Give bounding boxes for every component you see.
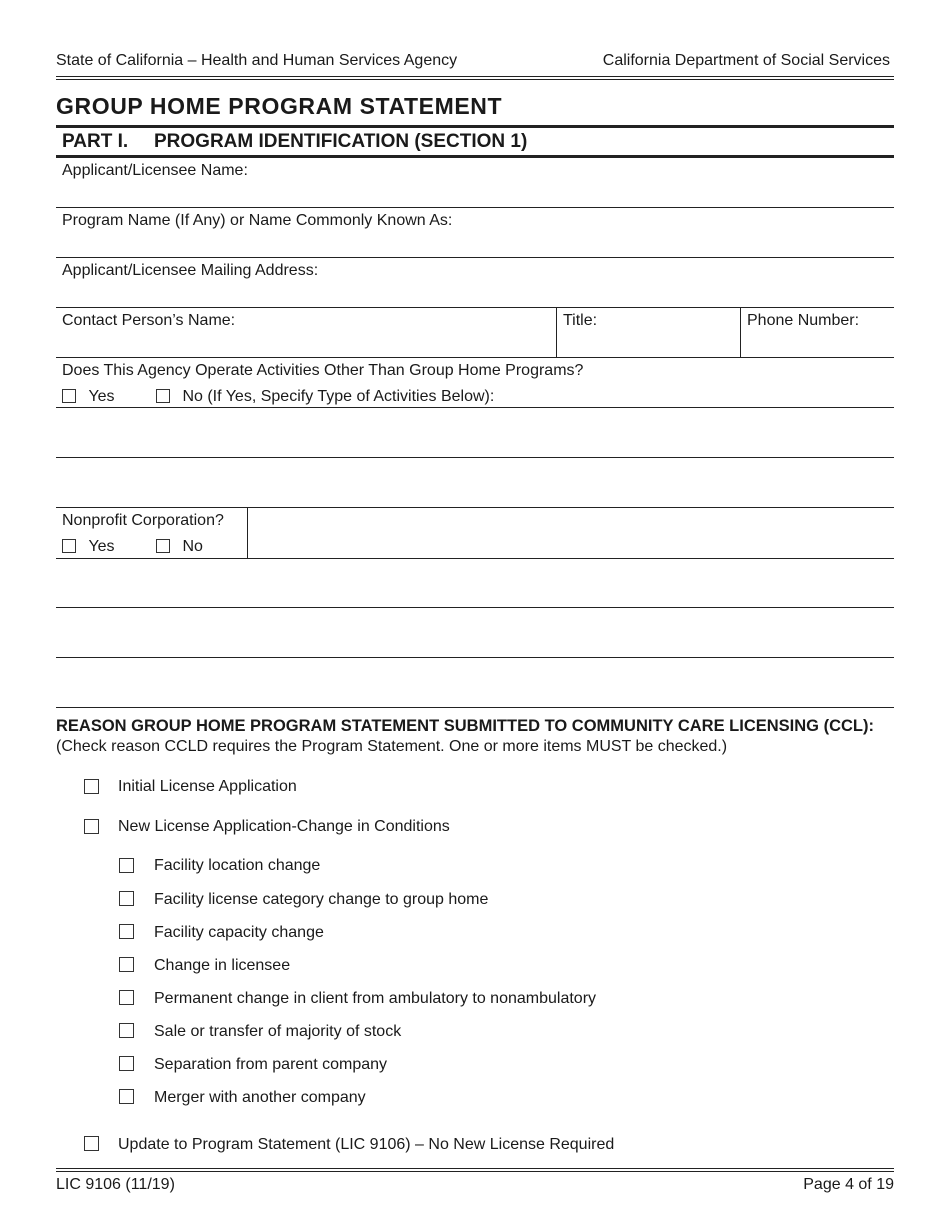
- field-rule: [56, 707, 894, 708]
- change-in-conditions-checkbox[interactable]: [84, 819, 99, 834]
- header-agency: State of California – Health and Human Services Agency: [56, 52, 458, 69]
- field-rule: [56, 357, 894, 358]
- activities-line-1[interactable]: [56, 408, 894, 457]
- other-activities-no-label: No (If Yes, Specify Type of Activities Below):: [182, 388, 495, 405]
- category-change-checkbox[interactable]: [119, 891, 134, 906]
- other-activities-no-checkbox[interactable]: [156, 389, 170, 403]
- parent-separation-checkbox[interactable]: [119, 1056, 134, 1071]
- no-label: No: [182, 538, 203, 555]
- program-name-label: Program Name (If Any) or Name Commonly Known As:: [62, 212, 453, 229]
- initial-license-checkbox[interactable]: [84, 779, 99, 794]
- blank-line-1[interactable]: [56, 559, 894, 607]
- other-activities-yes-option: [62, 388, 115, 406]
- reason-instructions: (Check reason CCLD requires the Program Statement. One or more items MUST be checked.): [56, 738, 728, 755]
- part-title: PROGRAM IDENTIFICATION (SECTION 1): [154, 131, 528, 152]
- update-statement-label: Update to Program Statement (LIC 9106) – No New License Required: [118, 1136, 615, 1153]
- page-number: Page 4 of 19: [803, 1176, 894, 1193]
- mailing-address-label: Applicant/Licensee Mailing Address:: [62, 262, 319, 279]
- nonprofit-yes-checkbox[interactable]: [62, 539, 76, 553]
- other-activities-no-option: [156, 388, 494, 406]
- yes-label: Yes: [88, 538, 115, 555]
- phone-field[interactable]: [741, 308, 894, 357]
- contact-title-label: Title:: [563, 312, 598, 329]
- nonprofit-yes-option: [62, 538, 115, 556]
- change-in-conditions-label: New License Application-Change in Conditions: [118, 818, 450, 835]
- capacity-change-checkbox[interactable]: [119, 924, 134, 939]
- mailing-address-field[interactable]: [56, 258, 894, 307]
- applicant-name-label: Applicant/Licensee Name:: [62, 162, 248, 179]
- merger-label: Merger with another company: [154, 1089, 366, 1106]
- parent-separation-label: Separation from parent company: [154, 1056, 388, 1073]
- location-change-checkbox[interactable]: [119, 858, 134, 873]
- yes-label: Yes: [88, 388, 115, 405]
- form-title: GROUP HOME PROGRAM STATEMENT: [56, 93, 503, 119]
- other-activities-yes-checkbox[interactable]: [62, 389, 76, 403]
- stock-transfer-checkbox[interactable]: [119, 1023, 134, 1038]
- category-change-label: Facility license category change to group home: [154, 891, 489, 908]
- footer-rule-bottom: [56, 1171, 894, 1172]
- title-rule: [56, 125, 894, 128]
- blank-line-2[interactable]: [56, 608, 894, 657]
- header-department: California Department of Social Services: [602, 52, 890, 69]
- initial-license-label: Initial License Application: [118, 778, 297, 795]
- nonprofit-label: Nonprofit Corporation?: [62, 512, 224, 529]
- nonprofit-no-option: [156, 538, 203, 556]
- footer-rule-top: [56, 1168, 894, 1169]
- part-number: PART I.: [62, 131, 129, 152]
- contact-name-label: Contact Person’s Name:: [62, 312, 236, 329]
- ambulatory-change-label: Permanent change in client from ambulatory to nonambulatory: [154, 990, 597, 1007]
- location-change-label: Facility location change: [154, 857, 321, 874]
- stock-transfer-label: Sale or transfer of majority of stock: [154, 1023, 402, 1040]
- contact-title-field[interactable]: [557, 308, 740, 357]
- blank-line-3[interactable]: [56, 658, 894, 707]
- nonprofit-no-checkbox[interactable]: [156, 539, 170, 553]
- header-rule-top: [56, 76, 894, 77]
- update-statement-checkbox[interactable]: [84, 1136, 99, 1151]
- nonprofit-details-field[interactable]: [248, 508, 894, 557]
- other-activities-question: Does This Agency Operate Activities Other Than Group Home Programs?: [62, 362, 584, 379]
- activities-line-2[interactable]: [56, 458, 894, 507]
- part-heading: [62, 131, 527, 153]
- capacity-change-label: Facility capacity change: [154, 924, 324, 941]
- header-rule-bottom: [56, 79, 894, 80]
- form-number: LIC 9106 (11/19): [56, 1176, 175, 1193]
- applicant-name-field[interactable]: [56, 158, 894, 207]
- contact-name-field[interactable]: [56, 308, 556, 357]
- licensee-change-checkbox[interactable]: [119, 957, 134, 972]
- phone-label: Phone Number:: [747, 312, 860, 329]
- program-name-field[interactable]: [56, 208, 894, 257]
- ambulatory-change-checkbox[interactable]: [119, 990, 134, 1005]
- licensee-change-label: Change in licensee: [154, 957, 291, 974]
- reason-heading: REASON GROUP HOME PROGRAM STATEMENT SUBMITTED TO COMMUNITY CARE LICENSING (CCL):: [56, 717, 874, 735]
- merger-checkbox[interactable]: [119, 1089, 134, 1104]
